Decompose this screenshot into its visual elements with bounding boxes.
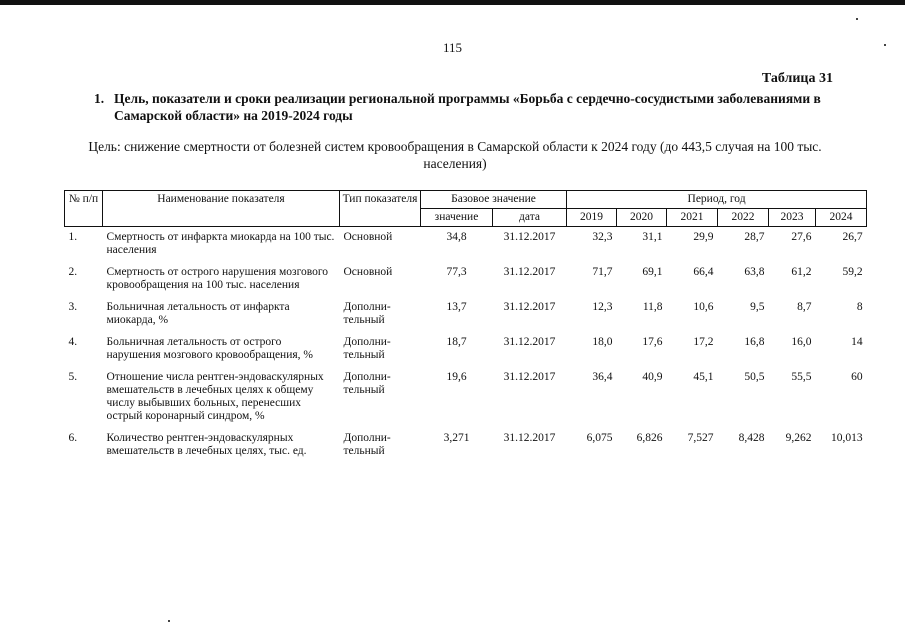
row-number: 2. (68, 266, 78, 278)
goal-statement: Цель: снижение смертности от болезней систем кровообращения в Самарской области к 2024 году (до 443,5 случая на 100 тыс. населения) (88, 139, 822, 171)
header-year: 2021 (667, 209, 718, 227)
year-value: 50,5 (744, 371, 765, 383)
section-title: Цель, показатели и сроки реализации региональной программы «Борьба с сердечно-сосудистыми заболеваниями в Самарской области» на 2019-2024 годы (114, 91, 821, 123)
year-value: 17,2 (693, 336, 714, 348)
year-value: 16,8 (744, 336, 765, 348)
indicator-type: Дополни-тельный (343, 301, 391, 326)
top-scan-border (0, 0, 905, 5)
year-value: 71,7 (592, 266, 613, 278)
year-value: 18,0 (592, 336, 613, 348)
table-row (65, 428, 867, 463)
year-value: 6,826 (636, 432, 663, 444)
year-value: 32,3 (592, 231, 613, 243)
indicator-name: Смертность от острого нарушения мозгового кровообращения на 100 тыс. населения (106, 266, 329, 291)
base-value: 19,6 (446, 371, 467, 383)
year-value: 60 (851, 371, 863, 383)
year-value: 40,9 (642, 371, 663, 383)
year-value: 9,262 (785, 432, 812, 444)
row-number: 4. (68, 336, 78, 348)
year-value: 8,428 (738, 432, 765, 444)
table-label: Таблица 31 (761, 71, 833, 86)
year-value: 26,7 (842, 231, 863, 243)
base-value: 18,7 (446, 336, 467, 348)
year-value: 66,4 (693, 266, 714, 278)
year-value: 10,6 (693, 301, 714, 313)
base-date: 31.12.2017 (503, 432, 556, 444)
header-period: Период, год (567, 191, 867, 209)
year-value: 8 (856, 301, 863, 313)
base-date: 31.12.2017 (503, 231, 556, 243)
header-year: 2022 (718, 209, 769, 227)
header-type: Тип показателя (340, 191, 421, 227)
year-value: 29,9 (693, 231, 714, 243)
year-value: 9,5 (750, 301, 765, 313)
row-number: 6. (68, 432, 78, 444)
scan-speck (168, 620, 170, 622)
year-value: 69,1 (642, 266, 663, 278)
table-header-row (65, 191, 867, 209)
indicator-type: Дополни-тельный (343, 432, 391, 457)
year-value: 55,5 (791, 371, 812, 383)
base-date: 31.12.2017 (503, 336, 556, 348)
header-year: 2020 (617, 209, 667, 227)
indicators-table (64, 190, 867, 463)
year-value: 12,3 (592, 301, 613, 313)
indicator-name: Больничная летальность от острого нарушения мозгового кровообращения, % (106, 336, 313, 361)
page-number: 115 (442, 40, 463, 55)
row-number: 3. (68, 301, 78, 313)
year-value: 31,1 (642, 231, 663, 243)
header-no: № п/п (65, 191, 103, 227)
year-value: 59,2 (842, 266, 863, 278)
indicator-type: Основной (343, 266, 393, 278)
year-value: 10,013 (830, 432, 863, 444)
header-year: 2024 (816, 209, 867, 227)
table-row (65, 332, 867, 367)
header-year: 2019 (567, 209, 617, 227)
year-value: 8,7 (797, 301, 812, 313)
base-value: 34,8 (446, 231, 467, 243)
year-value: 28,7 (744, 231, 765, 243)
table-row (65, 227, 867, 263)
header-base-date: дата (493, 209, 567, 227)
scan-speck (856, 18, 858, 20)
year-value: 16,0 (791, 336, 812, 348)
table-row (65, 367, 867, 428)
base-value: 13,7 (446, 301, 467, 313)
base-date: 31.12.2017 (503, 371, 556, 383)
year-value: 63,8 (744, 266, 765, 278)
indicator-name: Больничная летальность от инфаркта миокарда, % (106, 301, 290, 326)
header-base-value: значение (421, 209, 493, 227)
year-value: 14 (851, 336, 863, 348)
base-date: 31.12.2017 (503, 266, 556, 278)
year-value: 61,2 (791, 266, 812, 278)
year-value: 27,6 (791, 231, 812, 243)
section-heading (94, 90, 834, 124)
base-date: 31.12.2017 (503, 301, 556, 313)
year-value: 45,1 (693, 371, 714, 383)
table-row (65, 297, 867, 332)
header-base: Базовое значение (421, 191, 567, 209)
row-number: 1. (68, 231, 78, 243)
indicator-name: Количество рентген-эндоваскулярных вмешательств в лечебных целях, тыс. ед. (106, 432, 307, 457)
indicator-name: Смертность от инфаркта миокарда на 100 тыс. населения (106, 231, 335, 256)
year-value: 11,8 (642, 301, 663, 313)
table-row (65, 262, 867, 297)
year-value: 36,4 (592, 371, 613, 383)
indicator-name: Отношение числа рентген-эндоваскулярных вмешательств в лечебных целях к общему числу выбывших больных, перенесших острый коронарный синдром, % (106, 371, 324, 422)
section-number: 1. (94, 91, 105, 106)
year-value: 17,6 (642, 336, 663, 348)
base-value: 77,3 (446, 266, 467, 278)
base-value: 3,271 (443, 432, 470, 444)
indicator-type: Дополни-тельный (343, 336, 391, 361)
header-year: 2023 (769, 209, 816, 227)
year-value: 7,527 (687, 432, 714, 444)
indicator-type: Дополни-тельный (343, 371, 391, 396)
indicator-type: Основной (343, 231, 393, 243)
row-number: 5. (68, 371, 78, 383)
header-name: Наименование показателя (103, 191, 340, 227)
year-value: 6,075 (586, 432, 613, 444)
